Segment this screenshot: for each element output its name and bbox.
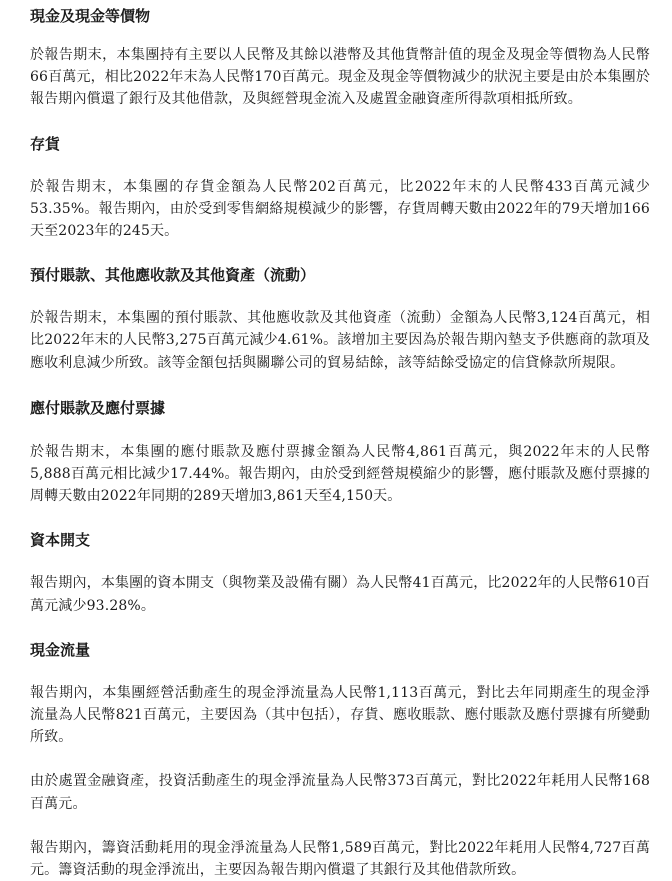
paragraph-cash: 於報告期末，本集團持有主要以人民幣及其餘以港幣及其他貨幣計值的現金及現金等價物為人民幣66百萬元，相比2022年末為人民幣170百萬元。現金及現金等價物減少的狀況主要是由於本集團於報告期內償還了銀行及其他借款，及與經營現金流入及處置金融資產所得款項相抵所致。 bbox=[30, 47, 650, 108]
paragraph-prepayments: 於報告期末，本集團的預付賬款、其他應收款及其他資產（流動）金額為人民幣3,124百萬元，相比2022年末的人民幣3,275百萬元減少4.61%。該增加主要因為於報告期內墊支予供應商的款項及應收利息減少所致。該等金額包括與關聯公司的貿易結餘，該等結餘受協定的信貸條款所規限。 bbox=[30, 310, 650, 371]
section-heading-cash-flow: 現金流量 bbox=[30, 640, 91, 659]
paragraph-capex: 報告期內，本集團的資本開支（與物業及設備有關）為人民幣41百萬元，比2022年的人民幣610百萬元減少93.28%。 bbox=[30, 575, 650, 614]
section-heading-inventory: 存貨 bbox=[30, 134, 61, 153]
document-page bbox=[30, 0, 650, 881]
section-heading-cash: 現金及現金等價物 bbox=[30, 7, 151, 25]
section-heading-capex: 資本開支 bbox=[30, 531, 91, 550]
paragraph-financing-cash-flow: 報告期內，籌資活動耗用的現金淨流量為人民幣1,589百萬元，對比2022年耗用人民幣4,727百萬元。籌資活動的現金淨流出，主要因為報告期內償還了其銀行及其他借款所致。 bbox=[30, 839, 650, 879]
section-heading-payables: 應付賬款及應付票據 bbox=[30, 398, 166, 417]
paragraph-payables: 於報告期末，本集團的應付賬款及應付票據金額為人民幣4,861百萬元，與2022年末的人民幣5,888百萬元相比減少17.44%。報告期內，由於受到經營規模縮少的影響，應付賬款及應付票據的周轉天數由2022年同期的289天增加3,861天至4,150天。 bbox=[30, 443, 650, 505]
paragraph-investing-cash-flow: 由於處置金融資產，投資活動產生的現金淨流量為人民幣373百萬元，對比2022年耗用人民幣168百萬元。 bbox=[30, 773, 650, 812]
section-heading-prepayments: 預付賬款、其他應收款及其他資產（流動） bbox=[30, 266, 316, 285]
paragraph-inventory: 於報告期末，本集團的存貨金額為人民幣202百萬元，比2022年末的人民幣433百萬元減少53.35%。報告期內，由於受到零售網絡規模減少的影響，存貨周轉天數由2022年的79天增加166天至2023年的245天。 bbox=[30, 178, 650, 240]
paragraph-operating-cash-flow: 報告期內，本集團經營活動產生的現金淨流量為人民幣1,113百萬元，對比去年同期產生的現金淨流量為人民幣821百萬元，主要因為（其中包括），存貨、應收賬款、應付賬款及應付票據有所變動所致。 bbox=[30, 684, 650, 746]
